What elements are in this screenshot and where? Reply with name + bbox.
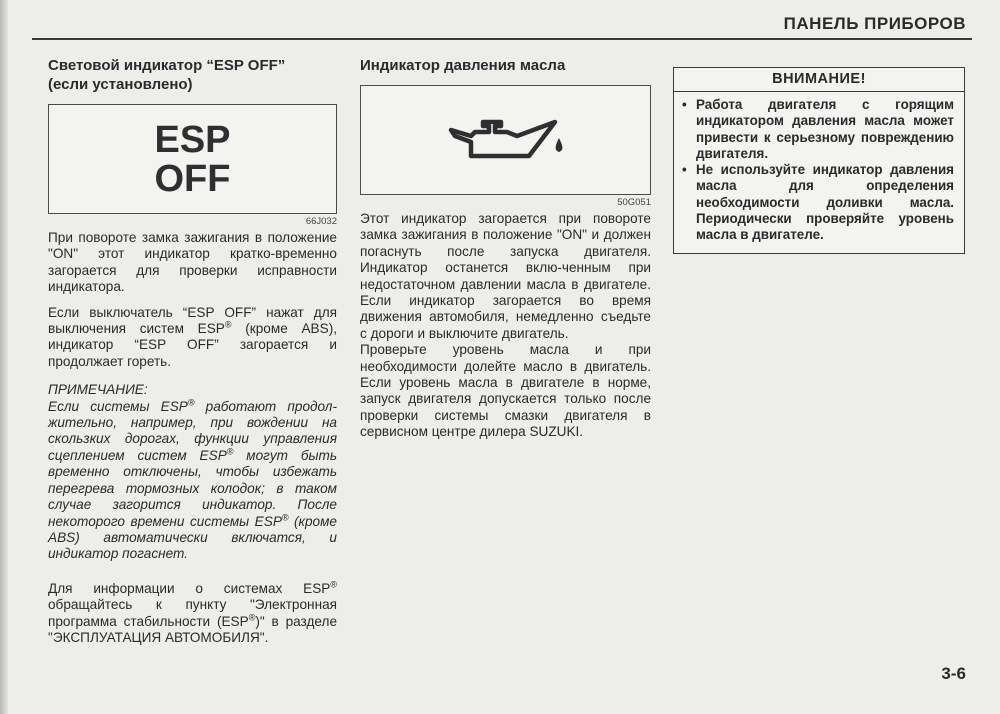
page-binding-edge [0,0,8,714]
esp-off-indicator-icon: ESP OFF [154,119,231,200]
oil-pressure-section [360,56,651,441]
esp-off-indicator-figure [48,104,337,214]
warning-item: • Работа двигателя с горящим индикатором давления масла может привести к серьезному повреждению двигателя. [682,97,954,161]
oil-paragraph-1: Этот индикатор загорается при повороте замка зажигания в положение "ON" и должен погаснуть после запуска двигателя. Индикатор останется вклю-ченным при недостаточном давлении масла в двигателе. Если индикатор загорается во время движения автомобиля, немедленно съедьте с дороги и выключите двигатель. [360,211,651,341]
figure-code: 50G051 [617,197,651,208]
section-title: ПАНЕЛЬ ПРИБОРОВ [783,14,966,33]
oil-can-icon [445,114,569,164]
oil-pressure-heading: Индикатор давления масла [360,57,566,74]
esp-info-paragraph: Для информации о системах ESP® обращайтесь к пункту "Электронная программа стабильности (ESP®)" в разделе "ЭКСПЛУАТАЦИЯ АВТОМОБИЛЯ". [48,579,337,645]
warning-title: ВНИМАНИЕ! [674,68,964,92]
esp-paragraph-2: Если выключатель “ESP OFF” нажат для выключения систем ESP® (кроме ABS), индикатор “ESP OFF” загорается и продолжает гореть. [48,304,337,369]
note-text: Если системы ESP® работают продол-жительно, например, при вождении на скользких дорогах, функции управления сцеплением систем ESP® могут быть временно отключены, чтобы избежать перегрева тормозных колодок; в таком случае загорится индикатор. После некоторого времени системы ESP® (кроме ABS) автоматически включатся, и индикатор погаснет. [48,397,337,562]
oil-pressure-indicator-figure [360,85,651,195]
page-number: 3-6 [941,664,966,683]
note-heading: ПРИМЕЧАНИЕ: [48,382,148,398]
warning-list [674,92,964,253]
esp-off-section [48,56,337,655]
page-header [32,8,972,40]
warning-item: • Не используйте индикатор давления масла для определения необходимости доливки масла. Периодически проверяйте уровень масла в двигателе. [682,162,954,243]
warning-box [673,67,965,254]
warning-section [673,67,965,254]
esp-paragraph-1: При повороте замка зажигания в положение "ON" этот индикатор кратко-временно загорается для проверки исправности индикатора. [48,230,337,295]
esp-off-heading: Световой индикатор “ESP OFF” (если установлено) [48,57,286,93]
figure-code: 66J032 [305,216,337,227]
oil-paragraph-2: Проверьте уровень масла и при необходимости долейте масло в двигатель. Если уровень масла в двигателе в норме, запуск двигателя допускается только после проверки системы смазки двигателя в сервисном центре дилера SUZUKI. [360,342,651,440]
